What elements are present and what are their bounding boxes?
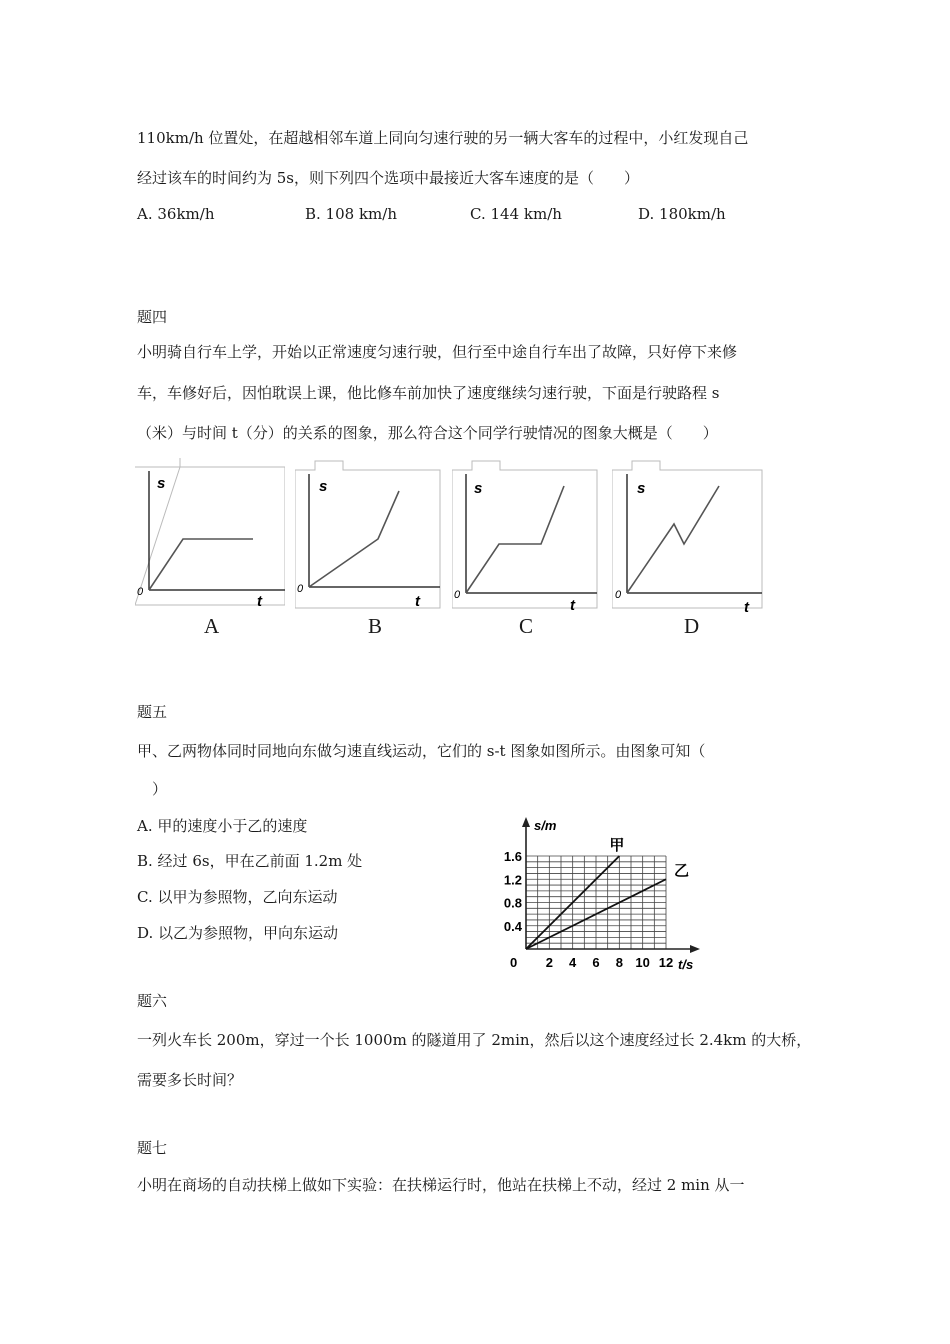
q3-option-b: B. 108 km/h bbox=[305, 205, 397, 223]
graph-b bbox=[295, 460, 445, 615]
q7-line-1: 小明在商场的自动扶梯上做如下实验：在扶梯运行时，他站在扶梯上不动，经过 2 min 从一 bbox=[137, 1176, 745, 1194]
q5-line-2: ） bbox=[152, 780, 168, 798]
q4-heading: 题四 bbox=[137, 308, 168, 326]
graph-c-line bbox=[466, 486, 564, 593]
st-x-tick-label: 8 bbox=[615, 955, 623, 970]
st-y-tick-label: 1.6 bbox=[503, 849, 522, 864]
q3-option-a: A. 36km/h bbox=[137, 205, 215, 223]
st-y-tick-label: 0.4 bbox=[503, 918, 522, 934]
st-ticks bbox=[504, 849, 673, 970]
graph-c bbox=[452, 460, 602, 615]
q5-option-c: C. 以甲为参照物，乙向东运动 bbox=[137, 888, 338, 906]
graph-a-y-label: s bbox=[157, 475, 166, 492]
graph-d bbox=[612, 460, 764, 615]
graph-a-line bbox=[149, 539, 253, 590]
graph-d-label: D bbox=[684, 614, 700, 638]
st-y-tick-label: 1.2 bbox=[503, 872, 522, 888]
q3-line-2: 经过该车的时间约为 5s，则下列四个选项中最接近大客车速度的是（ ） bbox=[137, 169, 640, 187]
q4-line-3: （米）与时间 t（分）的关系的图象，那么符合这个同学行驶情况的图象大概是（ ） bbox=[137, 424, 718, 442]
q3-option-d: D. 180km/h bbox=[638, 205, 726, 223]
q4-line-2: 车，车修好后，因怕耽误上课，他比修车前加快了速度继续匀速行驶，下面是行驶路程 s bbox=[137, 384, 720, 402]
st-x-tick-label: 10 bbox=[635, 955, 650, 970]
st-x-arrow bbox=[690, 945, 700, 953]
graph-a-x-label: t bbox=[257, 593, 262, 610]
graph-b-y-label: s bbox=[319, 478, 328, 495]
q6-line-1: 一列火车长 200m，穿过一个长 1000m 的隧道用了 2min，然后以这个速度经过长 2.4km 的大桥， bbox=[137, 1031, 812, 1049]
graph-c-label: C bbox=[519, 614, 534, 638]
graph-d-origin: 0 bbox=[615, 589, 622, 601]
graph-d-y-label: s bbox=[637, 480, 646, 497]
st-x-tick-label: 12 bbox=[658, 955, 674, 970]
q5-option-d: D. 以乙为参照物，甲向东运动 bbox=[137, 924, 339, 942]
st-x-tick-label: 2 bbox=[545, 955, 553, 970]
graph-b-x-label: t bbox=[415, 593, 420, 610]
graph-b-label: B bbox=[368, 614, 383, 638]
st-chart bbox=[490, 812, 710, 977]
st-y-arrow bbox=[522, 817, 530, 827]
graph-d-line bbox=[627, 486, 719, 593]
st-y-tick-label: 0.8 bbox=[503, 895, 522, 911]
graph-c-x-label: t bbox=[570, 597, 575, 614]
q4-line-1: 小明骑自行车上学，开始以正常速度匀速行驶，但行至中途自行车出了故障，只好停下来修 bbox=[137, 343, 738, 361]
q6-heading: 题六 bbox=[137, 992, 168, 1010]
q6-line-2: 需要多长时间？ bbox=[137, 1071, 243, 1089]
st-y-axis-label: s/m bbox=[534, 818, 557, 833]
q3-option-c: C. 144 km/h bbox=[470, 205, 562, 223]
q5-line-1: 甲、乙两物体同时同地向东做匀速直线运动，它们的 s-t 图象如图所示。由图象可知（ bbox=[137, 742, 706, 760]
st-x-axis-label: t/s bbox=[678, 957, 694, 972]
q5-option-b: B. 经过 6s，甲在乙前面 1.2m 处 bbox=[137, 852, 363, 870]
st-series-label: 甲 bbox=[609, 837, 625, 854]
graph-a bbox=[135, 457, 285, 612]
q3-line-1: 110km/h 位置处，在超越相邻车道上同向匀速行驶的另一辆大客车的过程中，小红发现自己 bbox=[137, 129, 749, 147]
q5-heading: 题五 bbox=[137, 703, 168, 721]
graph-b-line bbox=[309, 491, 399, 587]
q7-heading: 题七 bbox=[137, 1139, 168, 1157]
graph-c-y-label: s bbox=[474, 480, 483, 497]
st-origin-label: 0 bbox=[510, 955, 518, 970]
graph-d-x-label: t bbox=[744, 599, 749, 615]
graph-b-origin: 0 bbox=[297, 583, 304, 595]
st-x-tick-label: 4 bbox=[569, 955, 577, 970]
q5-option-a: A. 甲的速度小于乙的速度 bbox=[137, 817, 308, 835]
st-grid bbox=[526, 856, 666, 949]
graph-a-label: A bbox=[204, 614, 220, 638]
graph-c-origin: 0 bbox=[454, 589, 461, 601]
st-series-label: 乙 bbox=[674, 862, 690, 880]
graph-a-origin: 0 bbox=[137, 586, 144, 598]
st-x-tick-label: 6 bbox=[592, 955, 600, 970]
